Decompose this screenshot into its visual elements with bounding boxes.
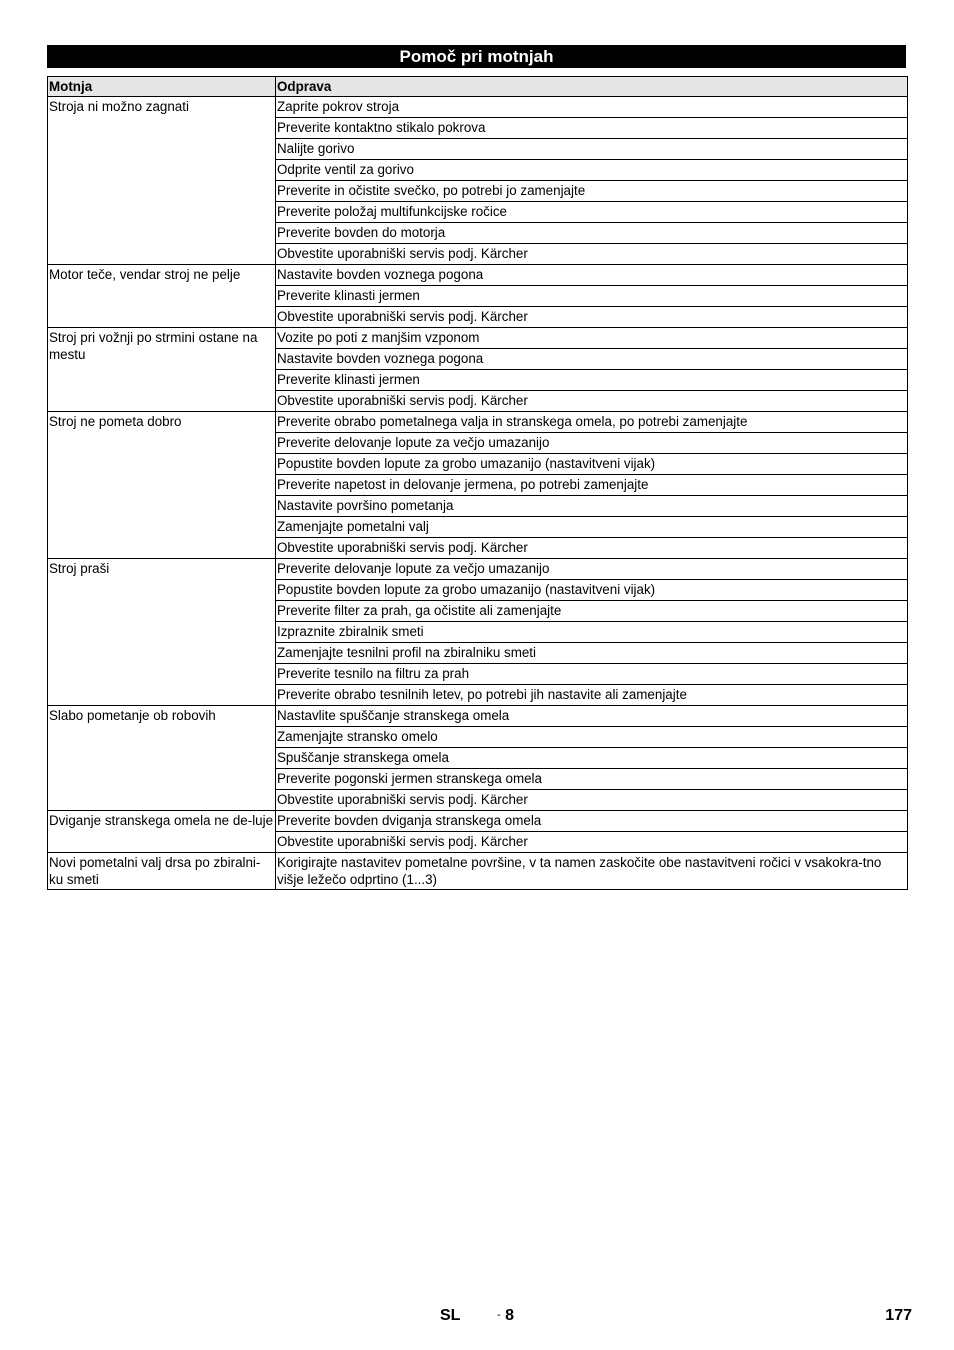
remedy-cell: Obvestite uporabniški servis podj. Kärcher	[276, 307, 908, 328]
problem-cell: Stroj ne pometa dobro	[48, 412, 276, 559]
footer-page-number: 177	[885, 1307, 912, 1324]
remedy-cell: Izpraznite zbiralnik smeti	[276, 622, 908, 643]
table-row	[48, 706, 908, 727]
table-body	[48, 97, 908, 890]
remedy-cell: Nastavite bovden voznega pogona	[276, 349, 908, 370]
table-row	[48, 559, 908, 580]
table-row	[48, 853, 908, 890]
footer-language: SL	[440, 1307, 461, 1324]
remedy-cell: Preverite bovden do motorja	[276, 223, 908, 244]
problem-cell: Stroja ni možno zagnati	[48, 97, 276, 265]
problem-cell: Novi pometalni valj drsa po zbiralni-ku smeti	[48, 853, 276, 890]
footer-section-page	[497, 1307, 514, 1325]
problem-cell: Stroj pri vožnji po strmini ostane na mestu	[48, 328, 276, 412]
remedy-cell: Zamenjajte pometalni valj	[276, 517, 908, 538]
problem-cell: Dviganje stranskega omela ne de-luje	[48, 811, 276, 853]
remedy-cell: Odprite ventil za gorivo	[276, 160, 908, 181]
remedy-cell: Preverite klinasti jermen	[276, 286, 908, 307]
remedy-cell: Spuščanje stranskega omela	[276, 748, 908, 769]
remedy-cell: Preverite obrabo tesnilnih letev, po potrebi jih nastavite ali zamenjajte	[276, 685, 908, 706]
remedy-cell: Obvestite uporabniški servis podj. Kärcher	[276, 832, 908, 853]
remedy-cell: Preverite filter za prah, ga očistite ali zamenjajte	[276, 601, 908, 622]
table-header-row	[48, 77, 908, 97]
table-row	[48, 412, 908, 433]
table-row	[48, 328, 908, 349]
header-problem: Motnja	[48, 77, 276, 97]
remedy-cell: Preverite klinasti jermen	[276, 370, 908, 391]
remedy-cell: Preverite pogonski jermen stranskega omela	[276, 769, 908, 790]
remedy-cell: Preverite obrabo pometalnega valja in stranskega omela, po potrebi zamenjajte	[276, 412, 908, 433]
remedy-cell: Preverite delovanje lopute za večjo umazanijo	[276, 433, 908, 454]
remedy-cell: Zamenjajte tesnilni profil na zbiralniku smeti	[276, 643, 908, 664]
remedy-cell: Popustite bovden lopute za grobo umazanijo (nastavitveni vijak)	[276, 454, 908, 475]
remedy-cell: Popustite bovden lopute za grobo umazanijo (nastavitveni vijak)	[276, 580, 908, 601]
problem-cell: Motor teče, vendar stroj ne pelje	[48, 265, 276, 328]
remedy-cell: Nastavlite spuščanje stranskega omela	[276, 706, 908, 727]
table-row	[48, 811, 908, 832]
troubleshooting-table	[47, 76, 908, 890]
remedy-cell: Obvestite uporabniški servis podj. Kärcher	[276, 391, 908, 412]
remedy-cell: Preverite bovden dviganja stranskega omela	[276, 811, 908, 832]
remedy-cell: Preverite in očistite svečko, po potrebi jo zamenjajte	[276, 181, 908, 202]
table-row	[48, 265, 908, 286]
remedy-cell: Vozite po poti z manjšim vzponom	[276, 328, 908, 349]
remedy-cell: Nalijte gorivo	[276, 139, 908, 160]
remedy-cell: Preverite napetost in delovanje jermena, po potrebi zamenjajte	[276, 475, 908, 496]
remedy-cell: Preverite tesnilo na filtru za prah	[276, 664, 908, 685]
header-remedy: Odprava	[276, 77, 908, 97]
remedy-cell: Obvestite uporabniški servis podj. Kärcher	[276, 244, 908, 265]
remedy-cell: Nastavite površino pometanja	[276, 496, 908, 517]
remedy-cell: Zamenjajte stransko omelo	[276, 727, 908, 748]
remedy-cell: Obvestite uporabniški servis podj. Kärcher	[276, 538, 908, 559]
remedy-cell: Preverite kontaktno stikalo pokrova	[276, 118, 908, 139]
page-title: Pomoč pri motnjah	[47, 45, 906, 68]
footer-section-number: 8	[505, 1307, 515, 1324]
remedy-cell: Preverite delovanje lopute za večjo umazanijo	[276, 559, 908, 580]
footer-dash: -	[497, 1309, 501, 1321]
remedy-cell: Zaprite pokrov stroja	[276, 97, 908, 118]
table-row	[48, 97, 908, 118]
remedy-cell: Nastavite bovden voznega pogona	[276, 265, 908, 286]
remedy-cell: Preverite položaj multifunkcijske ročice	[276, 202, 908, 223]
remedy-cell: Obvestite uporabniški servis podj. Kärcher	[276, 790, 908, 811]
remedy-cell: Korigirajte nastavitev pometalne površine, v ta namen zaskočite obe nastavitveni ročici v vsakokra-tno višje ležečo odprtino (1...3)	[276, 853, 908, 890]
problem-cell: Slabo pometanje ob robovih	[48, 706, 276, 811]
problem-cell: Stroj praši	[48, 559, 276, 706]
